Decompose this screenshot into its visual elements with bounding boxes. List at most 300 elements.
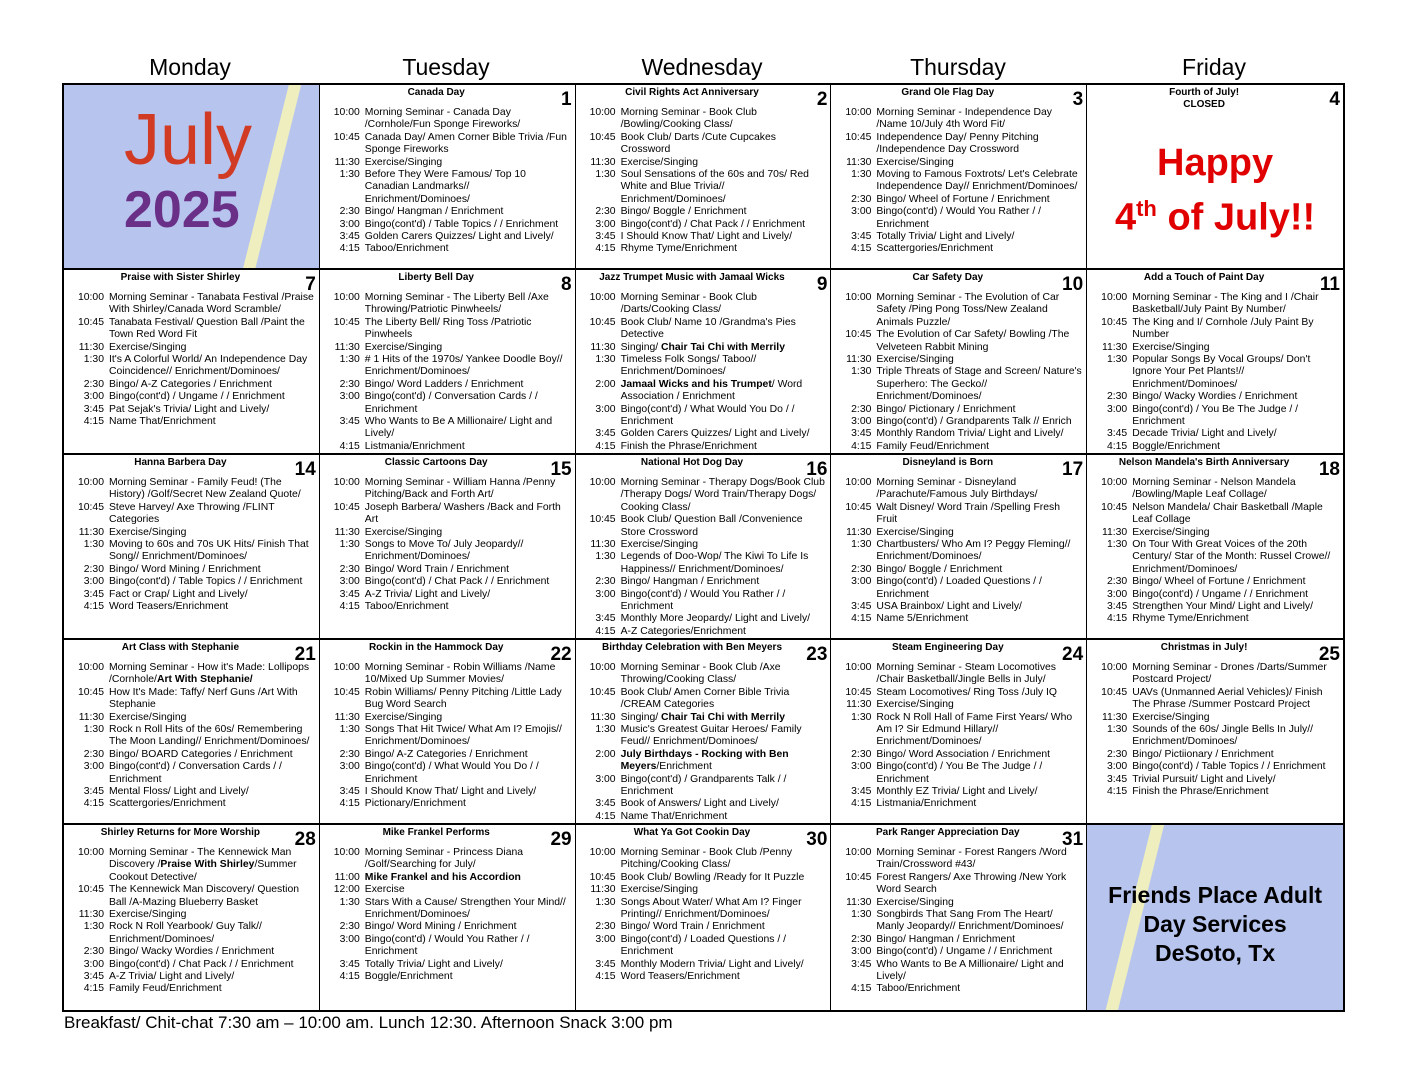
activity-time: 10:00	[333, 477, 360, 488]
activity-time: 3:00	[595, 933, 616, 945]
activity-row	[582, 959, 827, 971]
activity-highlight: July Birthdays - Rocking with Ben Meyers	[620, 748, 789, 773]
month-banner	[64, 85, 320, 270]
day-number: 15	[550, 459, 572, 480]
activity-segment: Joseph Barbera/ Washers /Back and Forth Art	[364, 501, 561, 526]
activity-segment: Decade Trivia/ Light and Lively/	[1132, 428, 1277, 440]
activity-segment: Exercise/Singing	[620, 156, 698, 168]
activity-text	[109, 502, 315, 527]
activity-text	[109, 416, 315, 428]
activity-text	[1132, 687, 1339, 712]
activity-segment: Bingo/ Word Train / Enrichment	[364, 563, 509, 575]
activity-text	[876, 934, 1082, 946]
activity-row	[837, 983, 1082, 995]
activity-time: 1:30	[595, 896, 616, 908]
activity-row	[70, 477, 315, 502]
activity-text	[1132, 527, 1339, 539]
activity-row	[70, 909, 315, 921]
activity-row	[582, 971, 827, 983]
activity-text	[365, 132, 571, 157]
activity-text	[1132, 613, 1339, 625]
activity-row	[837, 897, 1082, 909]
activity-segment: Bingo(cont'd) / Ungame / / Enrichment	[876, 946, 1053, 958]
activity-row	[326, 872, 571, 884]
activity-text	[365, 662, 571, 687]
activity-row	[70, 342, 315, 354]
activity-row	[837, 798, 1082, 810]
activity-text	[365, 416, 571, 441]
activity-text	[876, 477, 1082, 502]
activity-time: 4:15	[339, 601, 360, 613]
event-title: Shirley Returns for More Worship	[100, 827, 261, 838]
activity-time: 2:30	[339, 206, 360, 218]
activity-row	[837, 194, 1082, 206]
activity-time: 10:45	[845, 131, 872, 143]
activity-time: 3:45	[851, 958, 872, 970]
weekday-friday: Friday	[1182, 54, 1246, 80]
activity-text	[365, 601, 571, 613]
activity-text	[621, 107, 827, 132]
activity-time: 1:30	[339, 896, 360, 908]
activity-segment: Totally Trivia/ Light and Lively/	[364, 958, 503, 970]
activity-row	[582, 662, 827, 687]
day-number: 3	[1072, 89, 1084, 110]
activity-segment: Morning Seminar - How it's Made: Lollipops /Cornhole/	[109, 662, 310, 686]
activity-segment: Book Club/ Bowling /Ready for It Puzzle	[620, 871, 805, 883]
happy-fourth-message	[1087, 140, 1343, 241]
activity-text	[621, 243, 827, 255]
activity-segment: Boggle/Enrichment	[364, 971, 453, 983]
activity-highlight: Art With Stephanie/	[156, 674, 253, 686]
activity-row	[326, 243, 571, 255]
activity-text	[109, 884, 315, 909]
activity-segment: Morning Seminar - Therapy Dogs/Book Club /Therapy Dogs/ Word Train/Therapy Dogs/ Cooking Class/	[620, 477, 825, 513]
activity-time: 3:45	[339, 958, 360, 970]
activity-time: 10:00	[77, 847, 104, 858]
activity-time: 2:30	[1106, 748, 1128, 760]
activity-text	[621, 971, 827, 983]
day-number: 1	[561, 89, 572, 110]
activity-segment: Morning Seminar - Family Feud! (The History) /Golf/Secret New Zealand Quote/	[109, 477, 301, 501]
activity-segment: Chartbusters/ Who Am I? Peggy Fleming// Enrichment/Dominoes/	[876, 539, 1071, 563]
activity-time: 11:00	[334, 871, 360, 883]
event-title: Christmas in July!	[1160, 642, 1248, 653]
event-title: Car Safety Day	[912, 272, 984, 283]
activity-text	[365, 798, 571, 810]
activity-text	[621, 798, 827, 810]
activity-time: 3:00	[851, 946, 872, 958]
activity-text	[365, 169, 571, 206]
activity-row	[837, 107, 1082, 132]
activity-row	[1093, 774, 1339, 786]
activity-text	[1132, 441, 1339, 453]
activity-segment: Name That/Enrichment	[620, 810, 728, 822]
activity-segment: Morning Seminar - Disneyland /Parachute/Famous July Birthdays/	[876, 477, 1038, 501]
activity-row	[70, 724, 315, 749]
activity-text	[109, 576, 315, 588]
activity-text	[365, 959, 571, 971]
closed-label: CLOSED	[1183, 99, 1225, 110]
activity-segment: Bingo(cont'd) / Grandparents Talk / / Enrichment	[620, 773, 787, 798]
activity-segment: A-Z Trivia/ Light and Lively/	[364, 588, 491, 600]
happy-num: 4	[1114, 196, 1137, 239]
activity-row	[326, 564, 571, 576]
activity-time: 11:30	[590, 341, 616, 353]
activity-text	[621, 613, 827, 625]
activity-time: 4:15	[595, 625, 616, 637]
activity-row	[1093, 292, 1339, 317]
activity-segment: Taboo/Enrichment	[364, 601, 449, 613]
activity-segment: Bingo(cont'd) / What Would You Do / / Enrichment	[620, 403, 795, 428]
activity-row	[1093, 724, 1339, 749]
activity-row	[326, 379, 571, 391]
activity-row	[1093, 404, 1339, 429]
activity-segment: Morning Seminar - Tanabata Festival /Praise With Shirley/Canada Word Scramble/	[109, 292, 314, 316]
activity-row	[582, 132, 827, 157]
activity-text	[365, 564, 571, 576]
activity-time: 10:00	[589, 847, 616, 858]
org-name	[1093, 881, 1337, 968]
activity-text	[109, 798, 315, 810]
day-cell-4	[1087, 85, 1343, 270]
activity-row	[837, 761, 1082, 786]
activity-text	[621, 921, 827, 933]
event-title: Nelson Mandela's Birth Anniversary	[1118, 457, 1290, 468]
day-cell-29	[320, 825, 576, 1010]
activity-list	[837, 292, 1082, 453]
activity-segment: Bingo/ Hangman / Enrichment	[620, 576, 760, 588]
activity-text	[876, 366, 1082, 403]
activity-row	[326, 934, 571, 959]
activity-row	[1093, 761, 1339, 773]
activity-time: 10:00	[77, 292, 104, 303]
event-title: What Ya Got Cookin Day	[633, 827, 751, 838]
day-number: 2	[816, 89, 828, 110]
activity-row	[326, 971, 571, 983]
activity-text	[365, 761, 571, 786]
activity-segment: Bingo(cont'd) / Conversation Cards / / Enrichment	[364, 391, 538, 415]
activity-row	[582, 934, 827, 959]
activity-text	[365, 292, 571, 317]
activity-time: 2:30	[83, 563, 104, 575]
activity-text	[1132, 342, 1339, 354]
activity-time: 2:00	[595, 378, 616, 390]
activity-text	[876, 404, 1082, 416]
activity-row	[70, 959, 315, 971]
activity-text	[621, 934, 827, 959]
activity-text	[109, 404, 315, 416]
activity-segment: Bingo/ Boggle / Enrichment	[876, 563, 1003, 575]
activity-row	[326, 107, 571, 132]
activity-row	[837, 157, 1082, 169]
activity-row	[837, 601, 1082, 613]
activity-time: 1:30	[339, 539, 360, 551]
activity-segment: Strengthen Your Mind/ Light and Lively/	[1132, 601, 1313, 613]
activity-row	[326, 416, 571, 441]
activity-text	[109, 971, 315, 983]
activity-row	[1093, 502, 1339, 527]
activity-time: 4:15	[595, 243, 616, 255]
activity-row	[70, 539, 315, 564]
activity-segment: Name 5/Enrichment	[876, 613, 969, 625]
activity-row	[1093, 589, 1339, 601]
day-cell-18	[1087, 455, 1343, 640]
activity-time: 1:30	[1106, 539, 1128, 551]
activity-time: 3:45	[851, 601, 872, 613]
activity-text	[621, 712, 827, 724]
activity-segment: Exercise/Singing	[364, 156, 443, 168]
activity-segment: Morning Seminar - Robin Williams /Name 10/Mixed Up Summer Movies/	[364, 662, 556, 686]
activity-time: 10:00	[589, 292, 616, 303]
activity-segment: Exercise	[364, 884, 405, 896]
activity-segment: Bingo/ A-Z Categories / Enrichment	[364, 748, 528, 760]
activity-row	[582, 811, 827, 823]
activity-time: 1:30	[83, 539, 104, 551]
activity-segment: Independence Day/ Penny Pitching /Independence Day Crossword	[876, 131, 1039, 156]
activity-segment: Exercise/Singing	[620, 539, 698, 551]
day-cell-10	[831, 270, 1087, 455]
activity-list	[582, 477, 827, 638]
activity-row	[582, 884, 827, 896]
activity-segment: Pictionary/Enrichment	[364, 798, 466, 810]
activity-segment: Trivial Pursuit/ Light and Lively/	[1132, 773, 1276, 785]
activity-segment: I Should Know That/ Light and Lively/	[364, 786, 537, 798]
activity-segment: Exercise/Singing	[109, 341, 187, 353]
activity-row	[582, 613, 827, 625]
activity-row	[582, 872, 827, 884]
activity-segment: Name That/Enrichment	[109, 416, 216, 428]
activity-time: 3:45	[83, 786, 104, 798]
activity-time: 11:30	[846, 896, 872, 908]
activity-row	[326, 601, 571, 613]
weekday-monday: Monday	[149, 54, 231, 80]
activity-segment: Book Club/ Darts /Cute Cupcakes Crossword	[620, 131, 776, 156]
day-cell-30	[576, 825, 832, 1010]
activity-time: 3:00	[339, 933, 360, 945]
activity-text	[365, 921, 571, 933]
activity-list	[582, 292, 827, 453]
activity-time: 1:30	[595, 551, 616, 563]
activity-time: 2:30	[851, 933, 872, 945]
activity-text	[1132, 428, 1339, 440]
activity-segment: I Should Know That/ Light and Lively/	[620, 231, 792, 243]
activity-row	[70, 712, 315, 724]
activity-segment: Exercise/Singing	[364, 711, 443, 723]
activity-time: 3:00	[851, 206, 872, 218]
activity-time: 3:00	[851, 576, 872, 588]
activity-text	[1132, 712, 1339, 724]
activity-row	[837, 786, 1082, 798]
activity-row	[582, 169, 827, 206]
activity-segment: Morning Seminar - The King and I /Chair Basketball/July Paint By Number/	[1132, 292, 1319, 316]
activity-time: 3:45	[595, 231, 616, 243]
activity-highlight: Chair Tai Chi with Merrily	[661, 711, 785, 723]
activity-text	[876, 601, 1082, 613]
activity-time: 4:15	[83, 601, 104, 613]
activity-time: 11:30	[334, 526, 360, 538]
activity-segment: Bingo(cont'd) / Loaded Questions / / Enrichment	[620, 933, 787, 958]
activity-text	[621, 774, 827, 799]
activity-segment: Exercise/Singing	[364, 341, 443, 353]
activity-text	[109, 909, 315, 921]
activity-time: 1:30	[339, 724, 360, 736]
event-title: Rockin in the Hammock Day	[368, 642, 504, 653]
activity-text	[365, 502, 571, 527]
activity-segment: Robin Williams/ Penny Pitching /Little Lady Bug Word Search	[364, 686, 562, 711]
activity-row	[326, 884, 571, 896]
activity-time: 2:30	[595, 206, 616, 218]
holiday-title: Fourth of July!	[1169, 87, 1240, 98]
activity-time: 3:45	[851, 786, 872, 798]
event-title: Hanna Barbera Day	[134, 457, 227, 468]
activity-text	[365, 576, 571, 588]
activity-row	[70, 921, 315, 946]
activity-row	[326, 441, 571, 453]
activity-segment: The Kennewick Man Discovery/ Question Ball /A-Mazing Blueberry Basket	[109, 884, 299, 908]
activity-text	[109, 847, 315, 884]
day-number: 17	[1062, 459, 1084, 480]
activity-time: 11:30	[1101, 341, 1128, 353]
activity-row	[326, 687, 571, 712]
activity-segment: Songs That Hit Twice/ What Am I? Emojis// Enrichment/Dominoes/	[364, 724, 562, 748]
activity-row	[837, 847, 1082, 872]
activity-segment: Exercise/Singing	[109, 526, 187, 538]
activity-time: 1:30	[83, 354, 104, 366]
activity-row	[326, 576, 571, 588]
activity-text	[109, 983, 315, 995]
activity-row	[70, 749, 315, 761]
activity-time: 3:00	[1106, 403, 1128, 415]
activity-row	[326, 897, 571, 922]
activity-segment: Bingo/ Word Association / Enrichment	[876, 748, 1051, 760]
activity-segment: Bingo/ Boggle / Enrichment	[620, 206, 747, 218]
activity-time: 4:15	[851, 983, 872, 995]
event-title: Praise with Sister Shirley	[120, 272, 241, 283]
activity-segment: Book of Answers/ Light and Lively/	[620, 798, 779, 810]
meal-schedule-footer: Breakfast/ Chit-chat 7:30 am – 10:00 am. Lunch 12:30. Afternoon Snack 3:00 pm	[64, 1013, 673, 1032]
activity-time: 10:00	[845, 477, 872, 488]
event-title: Civil Rights Act Anniversary	[625, 87, 759, 98]
activity-time: 10:45	[77, 501, 104, 513]
activity-row	[837, 292, 1082, 329]
activity-row	[582, 749, 827, 774]
org-banner	[1087, 825, 1343, 1010]
activity-segment: A-Z Trivia/ Light and Lively/	[109, 971, 235, 983]
activity-text	[1132, 404, 1339, 429]
activity-row	[326, 292, 571, 317]
day-cell-14	[64, 455, 320, 640]
activity-segment: Exercise/Singing	[1132, 711, 1210, 723]
activity-segment: The Evolution of Car Safety/ Bowling /The Velveteen Rabbit Mining	[876, 329, 1070, 353]
activity-text	[365, 441, 571, 453]
activity-row	[582, 243, 827, 255]
activity-row	[837, 502, 1082, 527]
activity-time: 10:45	[77, 316, 104, 328]
activity-row	[582, 576, 827, 588]
activity-list	[70, 292, 315, 428]
activity-segment: Bingo(cont'd) / Loaded Questions / / Enrichment	[876, 576, 1042, 600]
activity-row	[582, 428, 827, 440]
activity-time: 10:00	[845, 662, 872, 673]
activity-text	[621, 514, 827, 539]
activity-time: 4:15	[595, 810, 616, 822]
activity-text	[621, 354, 827, 379]
activity-text	[1132, 589, 1339, 601]
activity-text	[621, 959, 827, 971]
activity-list	[1093, 477, 1339, 626]
activity-time: 3:45	[1106, 428, 1128, 440]
activity-segment: Bingo/ Word Mining / Enrichment	[364, 921, 517, 933]
calendar-grid	[62, 83, 1345, 1012]
activity-row	[70, 527, 315, 539]
activity-segment: Bingo/ Wacky Wordies / Enrichment	[1132, 391, 1298, 403]
activity-segment: Bingo/ Wheel of Fortune / Enrichment	[876, 193, 1050, 205]
org-line-1: Friends Place Adult	[1108, 882, 1323, 908]
activity-segment: Bingo/ Hangman / Enrichment	[364, 206, 504, 218]
weekday-header	[62, 52, 1344, 82]
activity-segment: Rock n Roll Hits of the 60s/ Remembering The Moon Landing// Enrichment/Dominoes/	[109, 724, 310, 748]
activity-time: 11:30	[334, 341, 360, 353]
activity-segment: Scattergories/Enrichment	[876, 243, 994, 255]
activity-time: 2:30	[1106, 576, 1128, 588]
activity-row	[1093, 749, 1339, 761]
activity-time: 3:45	[595, 958, 616, 970]
activity-time: 10:45	[845, 686, 872, 698]
activity-row	[837, 354, 1082, 366]
activity-segment: The King and I/ Cornhole /July Paint By Number	[1132, 316, 1314, 341]
activity-time: 3:45	[851, 231, 872, 243]
activity-segment: Bingo/ BOARD Categories / Enrichment	[109, 748, 293, 760]
activity-time: 11:30	[78, 909, 104, 921]
activity-segment: Bingo(cont'd) / What Would You Do / / Enrichment	[364, 761, 539, 785]
activity-text	[876, 847, 1082, 872]
activity-time: 10:45	[333, 501, 360, 513]
activity-row	[582, 206, 827, 218]
activity-segment: /Enrichment	[656, 761, 712, 773]
activity-text	[365, 934, 571, 959]
activity-row	[70, 687, 315, 712]
activity-text	[621, 662, 827, 687]
activity-segment: Nelson Mandela/ Chair Basketball /Maple Leaf Collage	[1132, 501, 1323, 526]
activity-row	[70, 391, 315, 403]
activity-row	[1093, 391, 1339, 403]
activity-row	[326, 169, 571, 206]
activity-row	[70, 662, 315, 687]
activity-time: 10:00	[333, 107, 360, 118]
activity-row	[326, 798, 571, 810]
activity-text	[365, 527, 571, 539]
day-cell-28	[64, 825, 320, 1010]
activity-row	[326, 539, 571, 564]
activity-time: 1:30	[851, 539, 872, 551]
activity-time: 2:30	[595, 576, 616, 588]
activity-row	[837, 613, 1082, 625]
activity-text	[876, 527, 1082, 539]
activity-segment: Sounds of the 60s/ Jingle Bells In July// Enrichment/Dominoes/	[1132, 724, 1313, 748]
activity-list	[582, 662, 827, 823]
activity-segment: Who Wants to Be A Millionaire/ Light and Lively/	[364, 416, 553, 440]
activity-segment: Book Club/ Amen Corner Bible Trivia /CREAM Categories	[620, 686, 790, 711]
activity-row	[1093, 342, 1339, 354]
activity-segment: It's A Colorful World/ An Independence Day Coincidence// Enrichment/Dominoes/	[109, 354, 308, 378]
day-cell-15	[320, 455, 576, 640]
activity-text	[621, 589, 827, 614]
activity-row	[582, 589, 827, 614]
activity-row	[837, 132, 1082, 157]
activity-text	[876, 613, 1082, 625]
activity-time: 1:30	[339, 354, 360, 366]
activity-row	[837, 749, 1082, 761]
